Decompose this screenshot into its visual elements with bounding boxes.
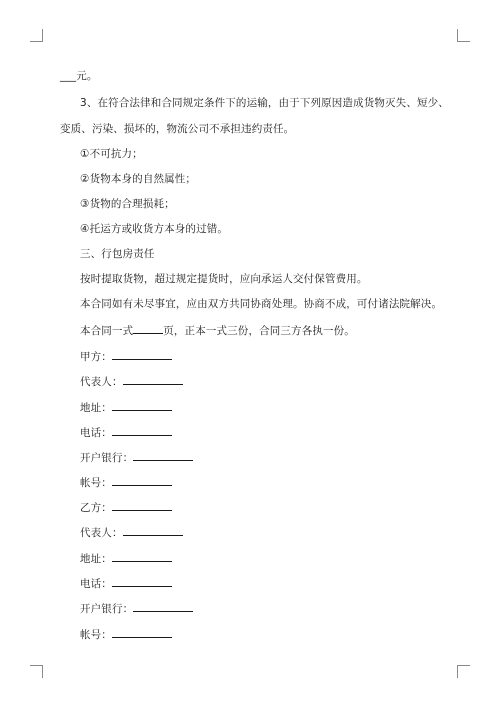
signature-field-phone-a xyxy=(80,424,172,440)
fill-in-blank[interactable] xyxy=(123,373,183,385)
signature-field-account-b xyxy=(80,626,172,642)
field-label: 代表人： xyxy=(80,376,123,388)
fill-in-blank[interactable] xyxy=(112,575,172,587)
field-label: 地址： xyxy=(80,553,112,565)
field-label: 代表人： xyxy=(80,527,123,539)
field-label: 帐号： xyxy=(80,477,112,489)
fill-in-blank[interactable] xyxy=(123,524,183,536)
signature-field-phone-b xyxy=(80,575,172,591)
amount-blank: ___ xyxy=(60,70,77,82)
fill-in-blank[interactable] xyxy=(112,499,172,511)
fill-in-blank[interactable] xyxy=(112,474,172,486)
exemption-item-3: ③货物的合理损耗； xyxy=(80,198,175,210)
amount-unit: 元。 xyxy=(76,70,98,82)
page-corner-mark-bottom-left xyxy=(30,665,43,678)
copies-clause-suffix: 页，正本一式三份，合同三方各执一份。 xyxy=(163,325,355,337)
fill-in-blank[interactable] xyxy=(112,348,172,360)
amount-line xyxy=(60,69,98,83)
clause-3-line-1: 3、在符合法律和合同规定条件下的运输，由于下列原因造成货物灭失、短少、 xyxy=(80,97,449,109)
signature-field-account-a xyxy=(80,474,172,490)
page-corner-mark-bottom-right xyxy=(457,665,470,678)
page-corner-mark-top-left xyxy=(30,29,43,42)
field-label: 帐号： xyxy=(80,629,112,641)
copies-clause xyxy=(80,322,355,338)
fill-in-blank[interactable] xyxy=(112,424,172,436)
signature-field-address-b xyxy=(80,550,172,566)
copies-clause-prefix: 本合同一式 xyxy=(80,325,134,337)
baggage-clause: 按时提取货物，超过规定提货时，应向承运人交付保管费用。 xyxy=(80,273,368,285)
signature-field-representative-b xyxy=(80,524,183,540)
exemption-item-4: ④托运方或收货方本身的过错。 xyxy=(80,223,229,235)
page-corner-mark-top-right xyxy=(457,29,470,42)
section-heading-baggage: 三、行包房责任 xyxy=(80,248,155,260)
signature-field-bank-a xyxy=(80,449,193,465)
fill-in-blank[interactable] xyxy=(112,550,172,562)
field-label: 乙方： xyxy=(80,502,112,514)
signature-field-party-a xyxy=(80,348,172,364)
field-label: 开户银行： xyxy=(80,603,134,615)
exemption-item-1: ①不可抗力； xyxy=(80,148,143,160)
exemption-item-2: ②货物本身的自然属性； xyxy=(80,173,197,185)
fill-in-blank[interactable] xyxy=(112,399,172,411)
unresolved-matters-clause: 本合同如有未尽事宜，应由双方共同协商处理。协商不成，可付诸法院解决。 xyxy=(80,298,443,310)
fill-in-blank[interactable] xyxy=(112,626,172,638)
fill-in-blank[interactable] xyxy=(133,449,193,461)
field-label: 电话： xyxy=(80,578,112,590)
field-label: 开户银行： xyxy=(80,452,134,464)
clause-3-line-2: 变质、污染、损坏的，物流公司不承担违约责任。 xyxy=(60,123,295,135)
field-label: 甲方： xyxy=(80,351,112,363)
signature-field-bank-b xyxy=(80,600,193,616)
field-label: 电话： xyxy=(80,427,112,439)
signature-field-address-a xyxy=(80,399,172,415)
signature-field-representative-a xyxy=(80,373,183,389)
page-count-blank[interactable] xyxy=(133,322,163,334)
fill-in-blank[interactable] xyxy=(133,600,193,612)
signature-field-party-b xyxy=(80,499,172,515)
field-label: 地址： xyxy=(80,402,112,414)
